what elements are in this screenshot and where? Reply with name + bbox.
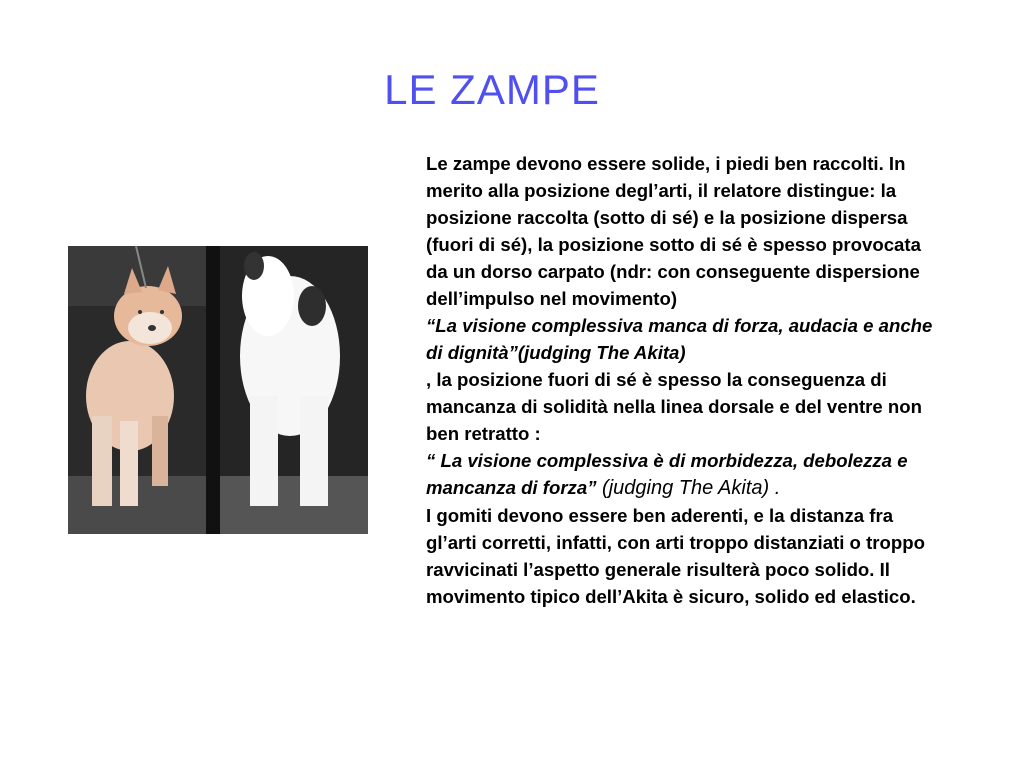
akita-photo-icon	[68, 246, 368, 534]
akita-dogs-photo	[68, 246, 368, 534]
paragraph-elbows: I gomiti devono essere ben aderenti, e la distanza fra gl’arti corretti, infatti, con arti troppo distanziati o troppo ravvicinati l’aspetto generale risulterà poco solido. Il movimento tipico dell’Akita è sicuro, solido ed elastico.	[426, 505, 925, 607]
slide-body-text	[426, 150, 946, 610]
paragraph-position-outside: , la posizione fuori di sé è spesso la conseguenza di mancanza di solidità nella linea dorsale e del ventre non ben retratto :	[426, 369, 922, 444]
quote-source: (judging The Akita) .	[596, 477, 781, 499]
slide-title: LE ZAMPE	[384, 66, 600, 113]
quote-judging-1: “La visione complessiva manca di forza, audacia e anche di dignità”(judging The Akita)	[426, 315, 933, 363]
quote-judging-2: “ La visione complessiva è di morbidezza, debolezza e mancanza di forza”	[426, 450, 908, 498]
paragraph-legs-solid: Le zampe devono essere solide, i piedi ben raccolti. In merito alla posizione degl’arti, il relatore distingue: la posizione raccolta (sotto di sé) e la posizione dispersa (fuori di sé), la posizione sotto di sé è spesso provocata da un dorso carpato (ndr: con conseguente dispersione dell’impulso nel movimento)	[426, 153, 921, 309]
